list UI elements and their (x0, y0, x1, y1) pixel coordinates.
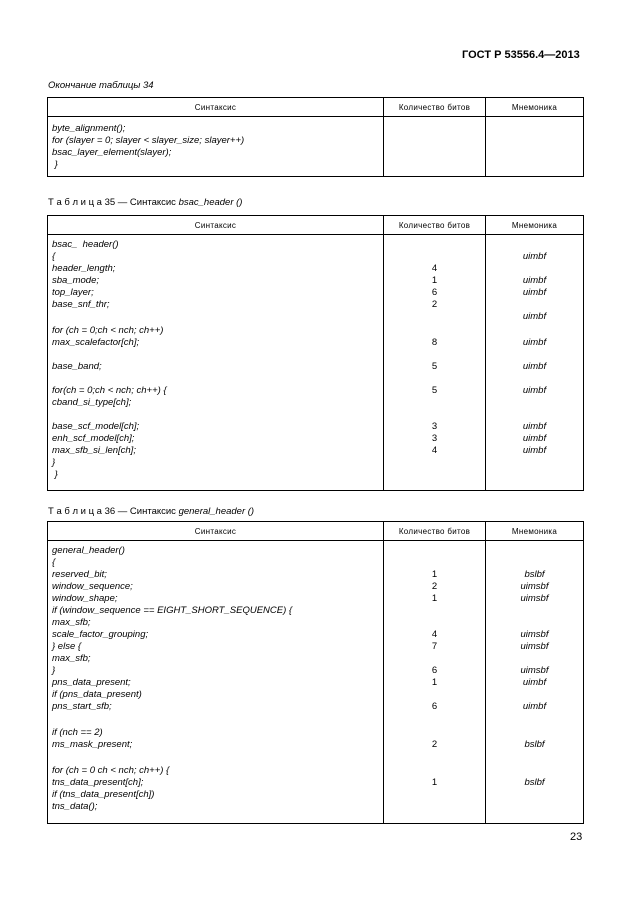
syntax-line: } (52, 665, 56, 676)
syntax-line: general_header() (52, 545, 125, 556)
syntax-line: } (52, 159, 58, 170)
table-36-caption-text: Т а б л и ц а 36 — Синтаксис (48, 506, 179, 517)
page-number: 23 (570, 831, 583, 843)
column-header-bits: Количество битов (384, 98, 486, 117)
bits-value: 1 (431, 275, 438, 286)
mnemonic-value: bslbf (524, 739, 545, 750)
table-34-caption: Окончание таблицы 34 (48, 80, 154, 91)
mnemonic-value: uimbf (522, 701, 547, 712)
bits-value: 5 (431, 361, 438, 372)
bits-value: 2 (431, 739, 438, 750)
table-36-caption (48, 506, 254, 517)
syntax-line: sba_mode; (52, 275, 100, 286)
bits-value: 7 (431, 641, 438, 652)
bits-value: 5 (431, 385, 438, 396)
syntax-line: bsac_ header() (52, 239, 119, 250)
column-header-mnemonic: Мнемоника (486, 216, 584, 235)
mnemonic-value: uimsbf (520, 593, 549, 604)
bits-value: 1 (431, 677, 438, 688)
syntax-line: ms_mask_present; (52, 739, 133, 750)
column-header-mnemonic: Мнемоника (486, 98, 584, 117)
bits-value: 8 (431, 337, 438, 348)
bits-value: 6 (431, 287, 438, 298)
mnemonic-value: uimbf (522, 445, 547, 456)
bits-value: 6 (431, 665, 438, 676)
mnemonic-value: uimbf (522, 421, 547, 432)
table-35-caption-text: Т а б л и ц а 35 — Синтаксис (48, 197, 179, 208)
syntax-line: window_shape; (52, 593, 118, 604)
bits-value: 3 (431, 421, 438, 432)
mnemonic-value: uimbf (522, 433, 547, 444)
bits-value: 6 (431, 701, 438, 712)
mnemonic-value: uimbf (522, 337, 547, 348)
syntax-line: } (52, 457, 56, 468)
syntax-line: reserved_bit; (52, 569, 107, 580)
syntax-line: { (52, 251, 56, 262)
syntax-line: max_sfb; (52, 617, 91, 628)
bits-value: 1 (431, 593, 438, 604)
mnemonic-value: uimbf (522, 275, 547, 286)
table-36 (47, 521, 584, 824)
bits-value: 3 (431, 433, 438, 444)
table-35-caption (48, 197, 242, 208)
bits-value: 1 (431, 777, 438, 788)
mnemonic-value: uimsbf (520, 665, 549, 676)
syntax-line: for (slayer = 0; slayer < slayer_size; slayer++) (52, 135, 245, 146)
mnemonic-value: uimsbf (520, 641, 549, 652)
mnemonic-value: bslbf (524, 777, 545, 788)
column-header-syntax: Синтаксис (48, 98, 384, 117)
syntax-line: tns_data(); (52, 801, 98, 812)
table-34 (47, 97, 584, 177)
syntax-line: tns_data_present[ch]; (52, 777, 144, 788)
table-36-caption-function: general_header () (178, 506, 255, 517)
bits-value: 4 (431, 263, 438, 274)
table-35-caption-function: bsac_header () (178, 197, 243, 208)
syntax-line: header_length; (52, 263, 116, 274)
column-header-syntax: Синтаксис (48, 522, 384, 541)
syntax-line: top_layer; (52, 287, 94, 298)
syntax-line: cband_si_type[ch]; (52, 397, 132, 408)
syntax-line: for(ch = 0;ch < nch; ch++) { (52, 385, 167, 396)
syntax-line: } (52, 469, 58, 480)
syntax-line: if (window_sequence == EIGHT_SHORT_SEQUENCE) { (52, 605, 293, 616)
mnemonic-value: uimsbf (520, 629, 549, 640)
syntax-line: byte_alignment(); (52, 123, 126, 134)
syntax-line: if (pns_data_present) (52, 689, 142, 700)
syntax-line: enh_scf_model[ch]; (52, 433, 135, 444)
bits-value: 2 (431, 299, 438, 310)
syntax-line: pns_start_sfb; (52, 701, 112, 712)
column-header-syntax: Синтаксис (48, 216, 384, 235)
bits-value: 2 (431, 581, 438, 592)
mnemonic-value: uimsbf (520, 581, 549, 592)
document-header: ГОСТ Р 53556.4—2013 (462, 49, 580, 61)
bits-value: 1 (431, 569, 438, 580)
table-35 (47, 215, 584, 491)
mnemonic-value: uimbf (522, 287, 547, 298)
column-header-bits: Количество битов (384, 522, 486, 541)
syntax-line: pns_data_present; (52, 677, 131, 688)
syntax-line: if (tns_data_present[ch]) (52, 789, 155, 800)
mnemonic-value: uimbf (522, 385, 547, 396)
syntax-line: max_sfb_si_len[ch]; (52, 445, 136, 456)
bits-value: 4 (431, 445, 438, 456)
column-header-mnemonic: Мнемоника (486, 522, 584, 541)
syntax-line: if (nch == 2) (52, 727, 103, 738)
column-header-bits: Количество битов (384, 216, 486, 235)
syntax-line: max_scalefactor[ch]; (52, 337, 140, 348)
syntax-line: for (ch = 0 ch < nch; ch++) { (52, 765, 170, 776)
syntax-line: max_sfb; (52, 653, 91, 664)
syntax-line: bsac_layer_element(slayer); (52, 147, 172, 158)
syntax-line: } else { (52, 641, 82, 652)
mnemonic-value: uimbf (522, 251, 547, 262)
mnemonic-value: uimbf (522, 311, 547, 322)
syntax-line: base_scf_model[ch]; (52, 421, 140, 432)
bits-value: 4 (431, 629, 438, 640)
syntax-line: window_sequence; (52, 581, 133, 592)
syntax-line: base_snf_thr; (52, 299, 110, 310)
mnemonic-value: bslbf (524, 569, 545, 580)
mnemonic-value: uimbf (522, 361, 547, 372)
syntax-line: base_band; (52, 361, 102, 372)
syntax-line: scale_factor_grouping; (52, 629, 149, 640)
syntax-line: for (ch = 0;ch < nch; ch++) (52, 325, 164, 336)
syntax-line: { (52, 557, 56, 568)
mnemonic-value: uimbf (522, 677, 547, 688)
